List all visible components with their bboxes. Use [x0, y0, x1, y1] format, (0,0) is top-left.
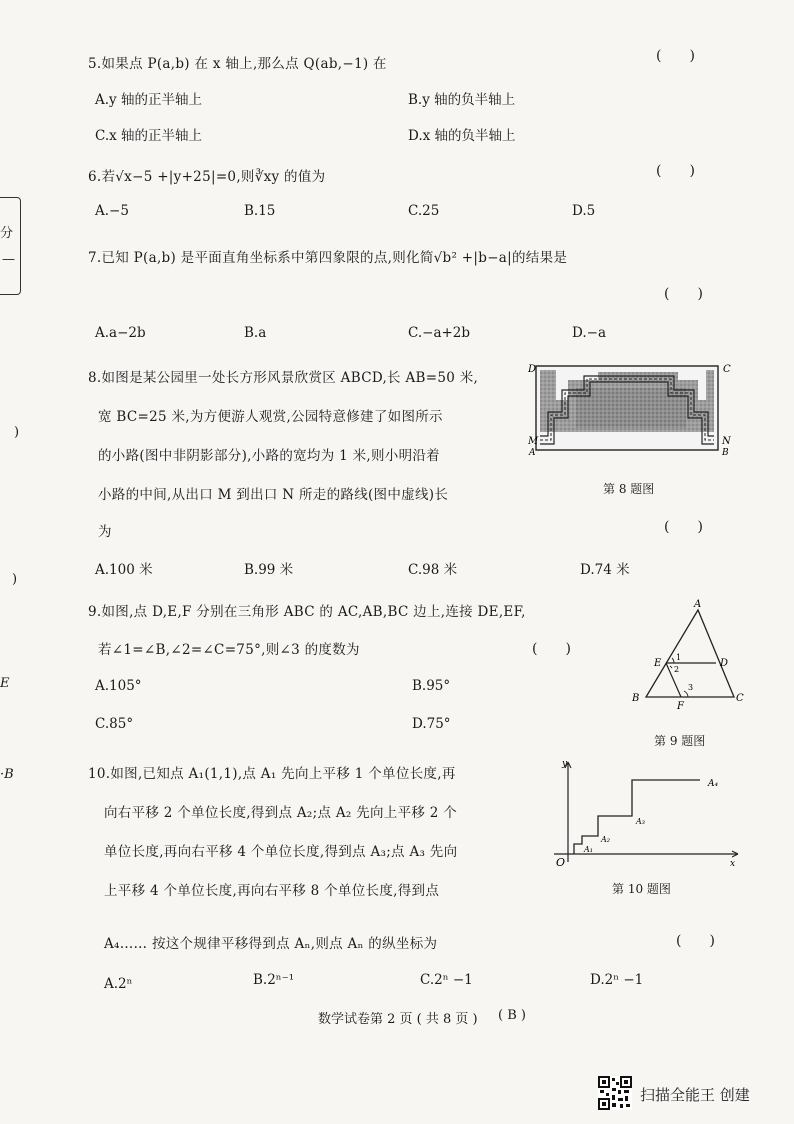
- option-a: A.y 轴的正半轴上: [95, 92, 202, 108]
- question-line: 若∠1=∠B,∠2=∠C=75°,则∠3 的度数为: [98, 642, 360, 658]
- option-a: A.105°: [95, 678, 142, 694]
- figure-caption: 第 10 题图: [612, 882, 671, 896]
- option-d: D.x 轴的负半轴上: [408, 128, 516, 144]
- figure-caption: 第 8 题图: [603, 482, 655, 496]
- vertex-label: M: [528, 436, 539, 447]
- question-line: 10.如图,已知点 A₁(1,1),点 A₁ 先向上平移 1 个单位长度,再: [88, 766, 456, 782]
- vertex-label: F: [677, 701, 684, 711]
- question-line: 9.如图,点 D,E,F 分别在三角形 ABC 的 AC,AB,BC 边上,连接 DE,EF,: [88, 604, 526, 620]
- scanner-watermark: 扫描全能王 创建: [640, 1086, 750, 1104]
- vertex-label: C: [736, 693, 744, 704]
- option-b: B.a: [244, 325, 267, 341]
- angle-label: 1: [676, 653, 682, 662]
- option-b: B.2ⁿ⁻¹: [253, 972, 295, 988]
- page-footer: 数学试卷第 2 页 ( 共 8 页 ): [318, 1012, 478, 1027]
- score-box-line: —: [2, 252, 15, 267]
- answer-bracket: ( ): [664, 286, 703, 302]
- axis-label: x: [730, 859, 736, 868]
- option-b: B.99 米: [244, 562, 294, 578]
- question-line: 单位长度,再向右平移 4 个单位长度,得到点 A₃;点 A₃ 先向: [104, 844, 458, 860]
- option-d: D.−a: [572, 325, 606, 341]
- question-line: 上平移 4 个单位长度,再向右平移 8 个单位长度,得到点: [104, 883, 440, 899]
- option-b: B.95°: [412, 678, 451, 694]
- margin-paren: ): [14, 425, 20, 440]
- vertex-label: C: [723, 364, 731, 375]
- option-d: D.74 米: [580, 562, 630, 578]
- angle-label: 3: [688, 683, 694, 692]
- figure-caption: 第 9 题图: [654, 734, 706, 748]
- margin-paren: ): [12, 572, 18, 587]
- axis-label: y: [562, 759, 568, 769]
- question-line: A₄…… 按这个规律平移得到点 Aₙ,则点 Aₙ 的纵坐标为: [104, 936, 438, 952]
- option-d: D.2ⁿ −1: [590, 972, 644, 988]
- answer-bracket: ( ): [676, 933, 715, 949]
- vertex-label: D: [528, 364, 537, 375]
- option-c: C.x 轴的正半轴上: [95, 128, 203, 144]
- question-line: 向右平移 2 个单位长度,得到点 A₂;点 A₂ 先向上平移 2 个: [104, 805, 458, 821]
- angle-label: 2: [674, 665, 680, 674]
- option-c: C.−a+2b: [408, 325, 471, 341]
- option-a: A.100 米: [95, 562, 153, 578]
- option-b: B.y 轴的负半轴上: [408, 92, 516, 108]
- question-line: 为: [98, 524, 112, 540]
- question-line: 宽 BC=25 米,为方便游人观赏,公园特意修建了如图所示: [98, 409, 443, 425]
- point-label: A₄: [708, 779, 719, 789]
- vertex-label: N: [722, 436, 731, 447]
- figure-9-triangle: [626, 596, 746, 711]
- option-c: C.2ⁿ −1: [420, 972, 473, 988]
- vertex-label: A: [694, 599, 702, 610]
- option-a: A.2ⁿ: [104, 976, 133, 992]
- origin-label: O: [556, 856, 566, 868]
- vertex-label: E: [654, 658, 662, 669]
- question-line: 的小路(图中非阴影部分),小路的宽均为 1 米,则小明沿着: [98, 448, 440, 464]
- score-box-fragment: [0, 197, 21, 295]
- answer-bracket: ( ): [532, 641, 571, 657]
- paper-version: ( B ): [498, 1008, 526, 1023]
- margin-letter: ·B: [0, 767, 14, 782]
- vertex-label: B: [722, 448, 729, 458]
- question-line: 8.如图是某公园里一处长方形风景欣赏区 ABCD,长 AB=50 米,: [88, 370, 479, 386]
- option-a: A.a−2b: [95, 325, 146, 341]
- vertex-label: D: [720, 658, 729, 669]
- point-label: A₁: [584, 845, 593, 854]
- option-c: C.85°: [95, 716, 134, 732]
- answer-bracket: ( ): [656, 48, 695, 64]
- figure-10-coordinate-steps: [550, 756, 750, 868]
- option-a: A.−5: [95, 203, 129, 219]
- option-d: D.75°: [412, 716, 451, 732]
- score-box-char: 分: [0, 226, 14, 241]
- question-line: 小路的中间,从出口 M 到出口 N 所走的路线(图中虚线)长: [98, 487, 449, 503]
- vertex-label: B: [632, 693, 640, 704]
- answer-bracket: ( ): [656, 163, 695, 179]
- vertex-label: A: [529, 448, 536, 458]
- margin-letter: E: [0, 676, 10, 691]
- qr-code-icon: [598, 1076, 632, 1110]
- option-d: D.5: [572, 203, 596, 219]
- question-stem: 7.已知 P(a,b) 是平面直角坐标系中第四象限的点,则化简√b² +|b−a|的结果是: [88, 250, 568, 266]
- answer-bracket: ( ): [664, 519, 703, 535]
- question-stem: 5.如果点 P(a,b) 在 x 轴上,那么点 Q(ab,−1) 在: [88, 56, 387, 72]
- option-c: C.25: [408, 203, 440, 219]
- question-stem: 6.若√x−5 +|y+25|=0,则∛xy 的值为: [88, 169, 326, 185]
- option-c: C.98 米: [408, 562, 458, 578]
- point-label: A₂: [601, 835, 610, 844]
- figure-8-park-path: [528, 360, 738, 460]
- point-label: A₃: [636, 817, 645, 826]
- option-b: B.15: [244, 203, 276, 219]
